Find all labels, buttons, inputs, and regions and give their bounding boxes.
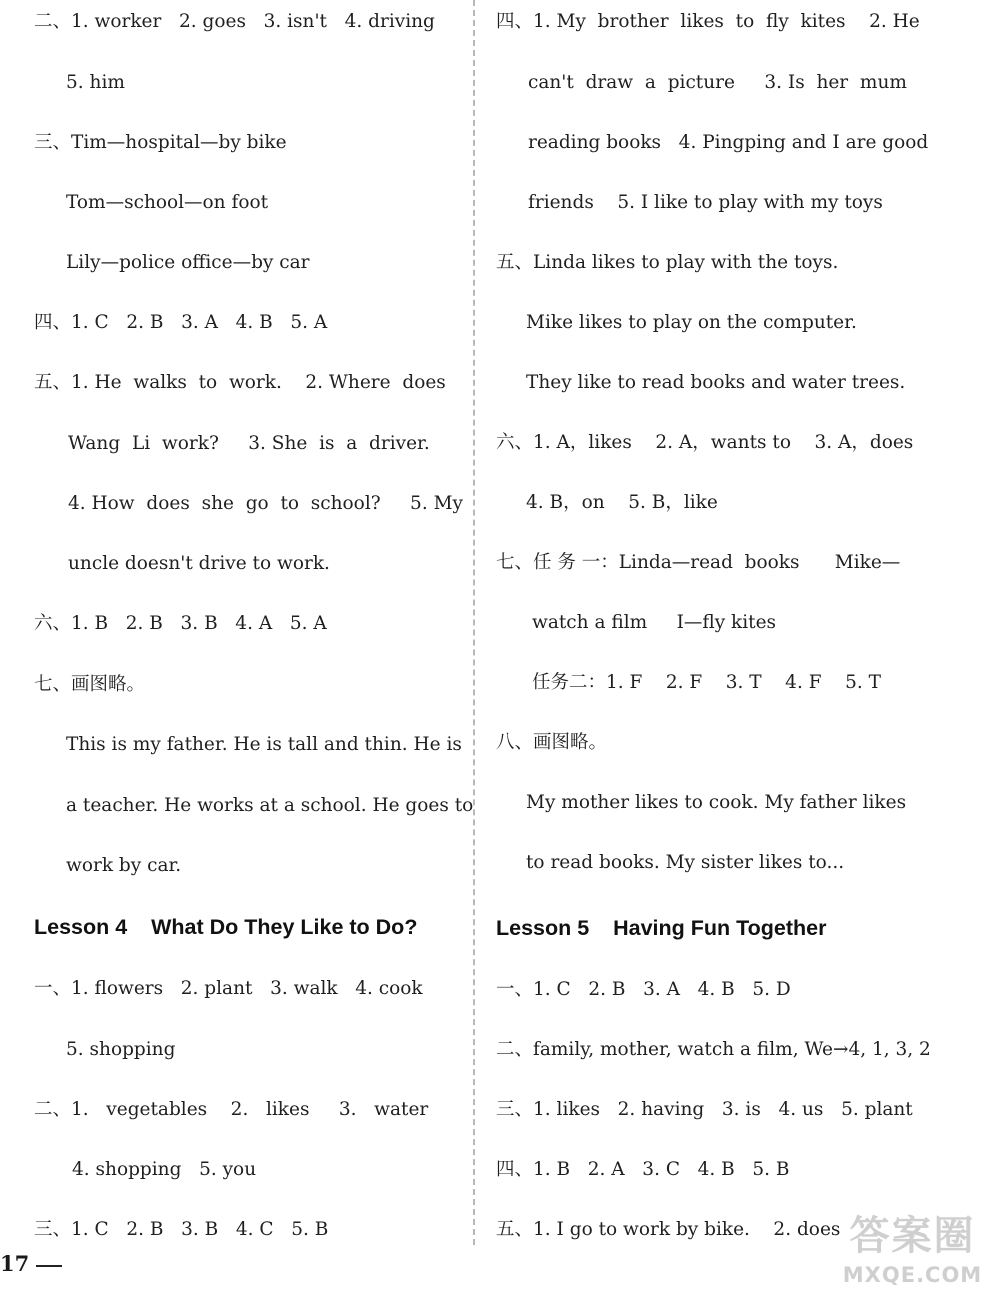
lesson4-s1-line2: 5. shopping [66, 1039, 176, 1060]
lesson4-s2-line2: 4. shopping 5. you [72, 1159, 257, 1180]
lesson4-s1-line1: 一、1. flowers 2. plant 3. walk 4. cook [34, 978, 423, 999]
right-s4-line2: can't draw a picture 3. Is her mum [528, 72, 907, 93]
lesson-5-heading: Lesson 5 Having Fun Together [496, 916, 827, 940]
lesson5-s4-line1: 四、1. B 2. A 3. C 4. B 5. B [496, 1159, 790, 1180]
right-s5-line2: Mike likes to play on the computer. [526, 312, 857, 333]
lesson5-s3-line1: 三、1. likes 2. having 3. is 4. us 5. plant [496, 1099, 913, 1120]
lesson5-s1-line1: 一、1. C 2. B 3. A 4. B 5. D [496, 979, 791, 1000]
left-s4-line1: 四、1. C 2. B 3. A 4. B 5. A [34, 312, 328, 333]
left-s6-line1: 六、1. B 2. B 3. B 4. A 5. A [34, 613, 327, 634]
left-s5-line2: Wang Li work? 3. She is a driver. [68, 433, 430, 454]
left-s7-line1: 七、画图略。 [34, 674, 146, 695]
watermark-url: MXQE.COM [842, 1263, 983, 1287]
right-s7-line2: watch a film I—fly kites [532, 612, 777, 633]
left-column [0, 0, 474, 1250]
left-s3-line3: Lily—police office—by car [66, 252, 310, 273]
left-s5-line4: uncle doesn't drive to work. [68, 553, 330, 574]
left-s7-line2: This is my father. He is tall and thin. He is [66, 734, 462, 755]
watermark-logo: 答案圈 [849, 1213, 976, 1259]
watermark [830, 1212, 995, 1304]
right-s8-line3: to read books. My sister likes to... [526, 852, 845, 873]
lesson4-s2-line1: 二、1. vegetables 2. likes 3. water [34, 1099, 429, 1120]
lesson4-s3-line1: 三、1. C 2. B 3. B 4. C 5. B [34, 1219, 329, 1240]
left-s5-line1: 五、1. He walks to work. 2. Where does [34, 372, 446, 393]
left-s3-line2: Tom—school—on foot [66, 192, 269, 213]
right-s8-line2: My mother likes to cook. My father likes [526, 792, 907, 813]
lesson5-s2-line1: 二、family, mother, watch a film, We→4, 1, 3, 2 [496, 1039, 931, 1060]
right-s6-line1: 六、1. A，likes 2. A，wants to 3. A，does [496, 432, 914, 453]
right-s4-line1: 四、1. My brother likes to fly kites 2. He [496, 11, 920, 32]
left-s3-line1: 三、Tim—hospital—by bike [34, 132, 287, 153]
left-s2-line2: 5. him [66, 72, 125, 93]
right-s4-line4: friends 5. I like to play with my toys [528, 192, 883, 213]
right-s7-line1: 七、任 务 一：Linda—read books Mike— [496, 552, 901, 573]
footer-rule [36, 1265, 62, 1267]
column-divider [473, 0, 475, 1245]
lesson-4-heading: Lesson 4 What Do They Like to Do? [34, 915, 418, 939]
left-s5-line3: 4. How does she go to school? 5. My [68, 493, 463, 514]
right-s6-line2: 4. B，on 5. B，like [526, 492, 718, 513]
right-s4-line3: reading books 4. Pingping and I are good [528, 132, 929, 153]
right-s7-line3: 任务二：1. F 2. F 3. T 4. F 5. T [532, 672, 881, 693]
right-column [490, 0, 1000, 1250]
left-s7-line4: work by car. [66, 855, 182, 876]
right-s5-line3: They like to read books and water trees. [526, 372, 906, 393]
lesson5-s5-line1: 五、1. I go to work by bike. 2. does [496, 1219, 841, 1240]
left-s7-line3: a teacher. He works at a school. He goes to [66, 795, 474, 816]
right-s5-line1: 五、Linda likes to play with the toys. [496, 252, 839, 273]
page-number: 17 [0, 1251, 30, 1276]
left-s2-line1: 二、1. worker 2. goes 3. isn't 4. driving [34, 11, 435, 32]
right-s8-line1: 八、画图略。 [496, 732, 608, 753]
